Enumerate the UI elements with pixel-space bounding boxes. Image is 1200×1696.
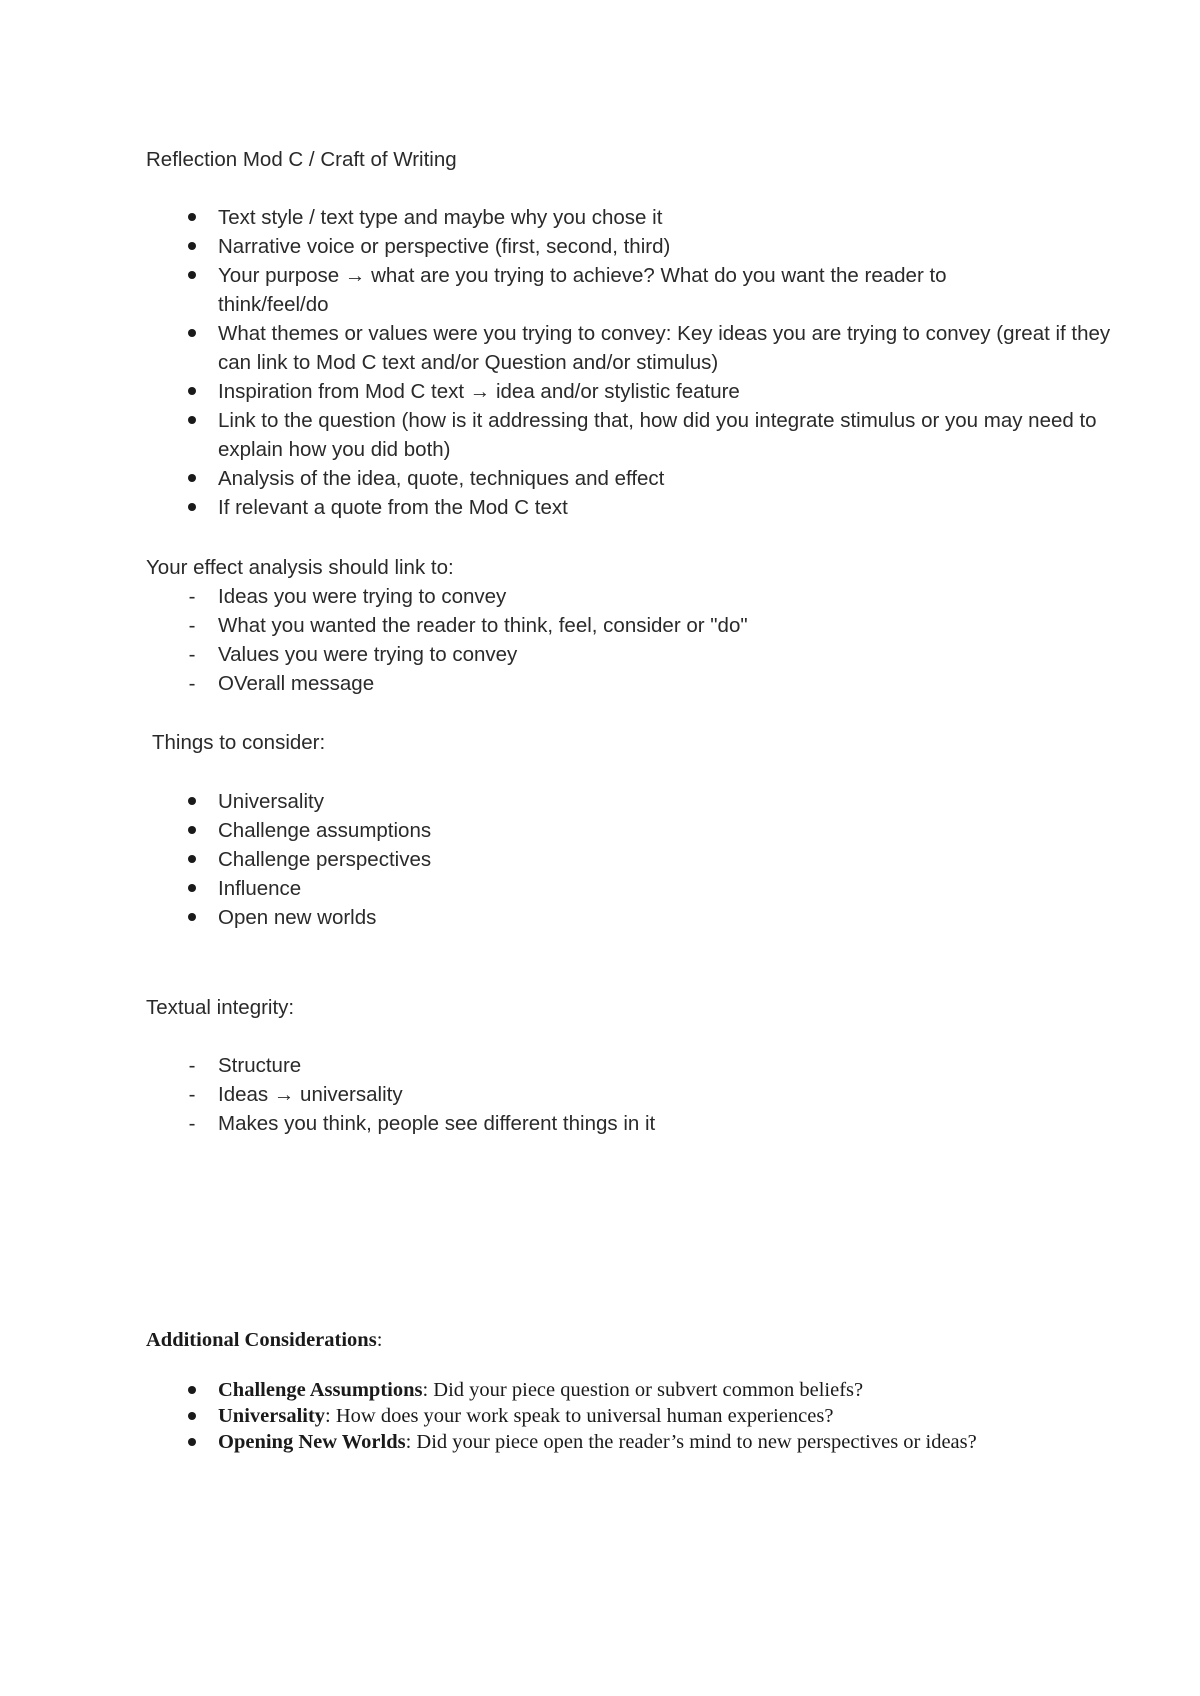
list-item-text: Text style / text type and maybe why you chose it: [218, 206, 663, 229]
list-item-text: Open new worlds: [218, 906, 377, 929]
list-item-text: Makes you think, people see different things in it: [218, 1112, 656, 1135]
bullet-icon: [182, 232, 202, 261]
list-item-text: Analysis of the idea, quote, techniques and effect: [218, 467, 665, 490]
description-text: : Did your piece question or subvert common beliefs?: [422, 1379, 864, 1401]
list-item: [146, 903, 1086, 932]
things-to-consider-list: [146, 787, 1086, 932]
term-text: Opening New Worlds: [218, 1431, 406, 1453]
term-text: Universality: [218, 1405, 326, 1427]
list-item-text: Ideas you were trying to convey: [218, 585, 507, 608]
textual-integrity-list: [146, 1051, 1086, 1138]
list-item-text: Challenge perspectives: [218, 848, 432, 871]
list-item: [146, 1109, 1086, 1138]
list-item: [146, 874, 1086, 903]
list-item-text: Values you were trying to convey: [218, 643, 518, 666]
dash-icon: -: [188, 614, 196, 637]
bullet-icon: [182, 493, 202, 522]
list-item: [146, 1377, 1126, 1403]
dash-icon: -: [188, 1054, 196, 1077]
list-item-text: Narrative voice or perspective (first, second, third): [218, 235, 671, 258]
bullet-icon: [182, 464, 202, 493]
bullet-icon: [182, 874, 202, 903]
list-item: [146, 582, 1086, 611]
bullet-icon: [182, 903, 202, 932]
bullet-icon: [182, 1403, 202, 1429]
dash-icon: -: [188, 1112, 196, 1135]
list-item: [146, 377, 1086, 406]
bullet-icon: [182, 406, 202, 435]
list-item: [146, 611, 1086, 640]
bullet-icon: [182, 377, 202, 406]
heading-colon: :: [376, 1329, 383, 1351]
list-item: [146, 669, 1086, 698]
textual-integrity-heading: Textual integrity:: [146, 996, 295, 1019]
dash-icon: -: [188, 672, 196, 695]
list-item-text: Influence: [218, 877, 302, 900]
list-item-text: OVerall message: [218, 672, 375, 695]
bullet-icon: [182, 1377, 202, 1403]
list-item-text: What themes or values were you trying to convey: Key ideas you are trying to convey (great if they can link to Mod C text and/or Question and/or stimulus): [218, 322, 1111, 374]
list-item-text: Inspiration from Mod C text → idea and/or stylistic feature: [218, 380, 740, 403]
list-item: [146, 1429, 1126, 1455]
list-item: [146, 845, 1086, 874]
bullet-icon: [182, 816, 202, 845]
list-item: [146, 232, 1086, 261]
list-item: [146, 493, 1086, 522]
term-text: Challenge Assumptions: [218, 1379, 423, 1401]
dash-icon: -: [188, 1083, 196, 1106]
bullet-icon: [182, 203, 202, 232]
additional-considerations-heading: [146, 1327, 382, 1353]
list-item: [146, 464, 1086, 493]
list-item: [146, 406, 1118, 464]
list-item: [146, 640, 1086, 669]
list-item-text: Your purpose → what are you trying to achieve? What do you want the reader to think/feel/do: [218, 264, 947, 316]
list-item-text: Ideas → universality: [218, 1083, 403, 1106]
list-item-text: Challenge assumptions: [218, 819, 432, 842]
effect-analysis-list: [146, 582, 1086, 698]
dash-icon: -: [188, 585, 196, 608]
list-item-text: What you wanted the reader to think, feel, consider or "do": [218, 614, 748, 637]
additional-considerations-list: [146, 1377, 1126, 1455]
reflection-points-list: [146, 203, 1111, 522]
dash-icon: -: [188, 643, 196, 666]
effect-analysis-heading: Your effect analysis should link to:: [146, 556, 454, 579]
things-to-consider-heading: Things to consider:: [152, 731, 326, 754]
list-item: [146, 203, 1086, 232]
bullet-icon: [182, 319, 202, 348]
list-item: [146, 1080, 1086, 1109]
document-title: Reflection Mod C / Craft of Writing: [146, 148, 457, 171]
bullet-icon: [182, 1429, 202, 1455]
list-item-text: Universality: [218, 790, 324, 813]
list-item: [146, 1051, 1086, 1080]
list-item: [146, 787, 1086, 816]
description-text: : Did your piece open the reader’s mind to new perspectives or ideas?: [405, 1431, 977, 1453]
description-text: : How does your work speak to universal human experiences?: [325, 1405, 834, 1427]
list-item-text: Link to the question (how is it addressing that, how did you integrate stimulus or you may need to explain how you did both): [218, 409, 1097, 461]
list-item: [146, 319, 1128, 377]
bullet-icon: [182, 845, 202, 874]
bullet-icon: [182, 787, 202, 816]
heading-bold-text: Additional Considerations: [146, 1329, 377, 1351]
list-item: [146, 261, 1018, 319]
list-item: [146, 816, 1086, 845]
bullet-icon: [182, 261, 202, 290]
list-item: [146, 1403, 1126, 1429]
list-item-text: Structure: [218, 1054, 302, 1077]
list-item-text: If relevant a quote from the Mod C text: [218, 496, 568, 519]
